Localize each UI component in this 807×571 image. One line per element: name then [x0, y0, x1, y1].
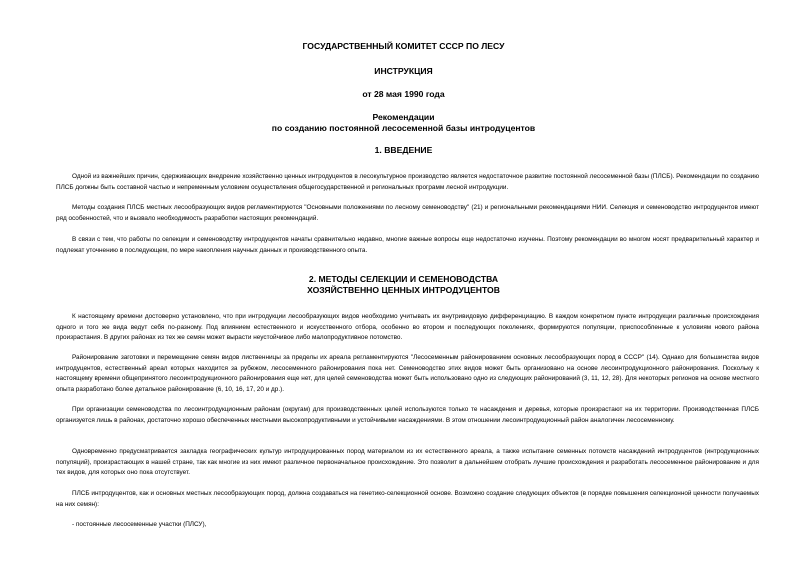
section-2-paragraph-4: Одновременно предусматривается закладка географических культур интродуцированных пород материалом из их естественного ареала, а также испытание семенных потомств насаждений интродуцентов (интродукционных популяций), произрастающих в нашей стране, так как многие из них имеют различное первоначальное происхождение. Это позволит в дальнейшем отобрать лучшие происхождения и разработать лесосеменное районирование и для тех видов, для которых оно пока отсутствует.	[56, 448, 759, 477]
document-type-heading: ИНСТРУКЦИЯ	[374, 66, 433, 76]
document-title-line-1: Рекомендации	[372, 112, 435, 122]
section-2-paragraph-3: При организации семеноводства по лесоинтродукционным районам (округам) для производственных целей используются только те насаждения и деревья, которые произрастают на их территории. Производственная ПЛСБ организуется лишь в районах, достаточно хорошо обеспеченных местными высокопродуктивными и устойчивыми насаждениями. В этом отношении лесоинтродукционный район аналогичен лесосеменному.	[56, 406, 759, 424]
document-date: от 28 мая 1990 года	[362, 89, 445, 99]
committee-heading: ГОСУДАРСТВЕННЫЙ КОМИТЕТ СССР ПО ЛЕСУ	[302, 41, 505, 51]
section-1-heading: 1. ВВЕДЕНИЕ	[374, 145, 433, 155]
section-1-paragraph-1: Одной из важнейших причин, сдерживающих внедрение хозяйственно ценных интродуцентов в лесокультурное производство является недостаточное развитие постоянной лесосеменной базы (ПЛСБ). Рекомендации по созданию ПЛСБ должны быть составной частью и непременным условием осуществления общегосударственной и региональных программ лесной интродукции.	[56, 173, 759, 191]
section-2-paragraph-1: К настоящему времени достоверно установлено, что при интродукции лесообразующих видов необходимо учитывать их внутривидовую дифференциацию. В каждом конкретном пункте интродукции различные происхождения одного и того же вида ведут себя по-разному. Под влиянием естественного и искусственного отбора, особенно во втором и последующих поколениях, формируются популяции, приспособленные к условиям нового района произрастания. В других районах из тех же семян может вырасти неустойчивое либо малопродуктивное потомство.	[56, 313, 759, 342]
section-2-paragraph-5: ПЛСБ интродуцентов, как и основных местных лесообразующих пород, должна создаваться на генетико-селекционной основе. Возможно создание следующих объектов (в порядке повышения селекционной ценности получаемых на них семян):	[56, 490, 759, 508]
section-2-paragraph-2: Районирование заготовки и перемещение семян видов лиственницы за пределы их ареала регламентируются "Лесосеменным районированием основных лесообразующих пород в СССР" (14). Однако для большинства видов интродуцентов, естественный ареал которых находится за рубежом, лесосеменного районирования пока нет. Семеноводство этих видов может быть организовано на основе лесоинтродукционного районирования. Поскольку к настоящему времени общепринятого лесоинтродукционного районирования еще нет, для целей семеноводства может быть использовано одно из следующих районирований (3, 11, 12, 28). Для некоторых регионов на основе местного опыта разработано более детальное районирование (6, 10, 16, 17, 20 и др.).	[56, 354, 759, 393]
section-1-paragraph-2: Методы создания ПЛСБ местных лесообразующих видов регламентируются "Основными положениями по лесному семеноводству" (21) и региональными рекомендациями НИИ. Селекция и семеноводство интродуцентов имеют ряд особенностей, что и вызвало необходимость разработки настоящих рекомендаций.	[56, 204, 759, 222]
section-2-paragraph-6: - постоянные лесосеменные участки (ПЛСУ),	[72, 521, 207, 528]
section-1-paragraph-3: В связи с тем, что работы по селекции и семеноводству интродуцентов начаты сравнительно недавно, многие важные вопросы еще недостаточно изучены. Поэтому рекомендации во многом носят предварительный характер и подлежат уточнению в последующем, по мере накопления научных данных и производственного опыта.	[56, 236, 759, 254]
section-2-heading-line-1: 2. МЕТОДЫ СЕЛЕКЦИИ И СЕМЕНОВОДСТВА	[308, 274, 499, 284]
document-title-line-2: по созданию постоянной лесосеменной базы интродуцентов	[271, 123, 536, 133]
section-2-heading-line-2: ХОЗЯЙСТВЕННО ЦЕННЫХ ИНТРОДУЦЕНТОВ	[307, 285, 500, 295]
